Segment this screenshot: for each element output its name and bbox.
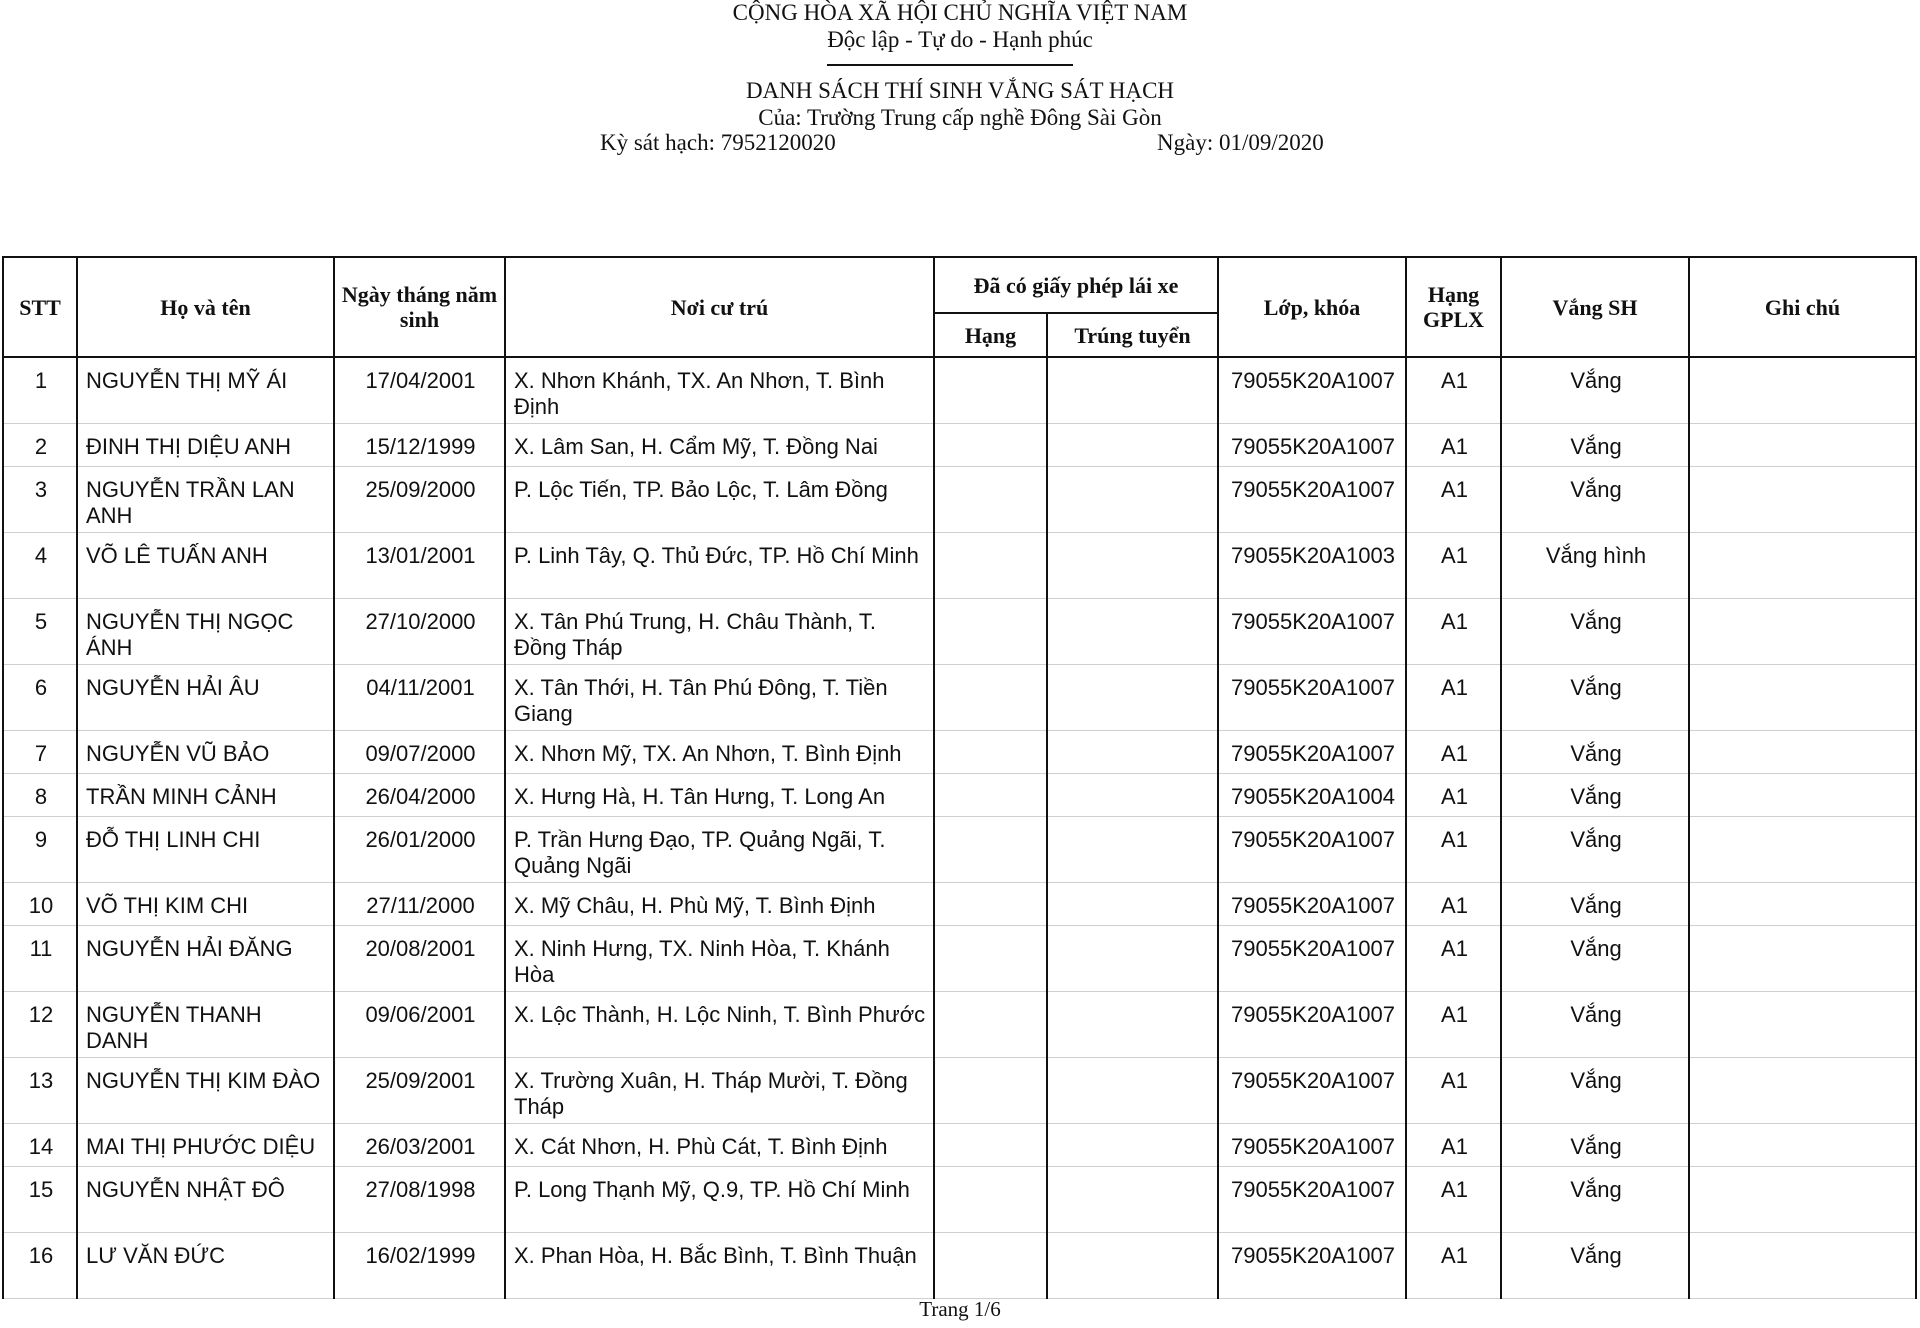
cell-course: 79055K20A1007 <box>1218 423 1406 466</box>
cell-name: LƯ VĂN ĐỨC <box>77 1232 334 1298</box>
cell-dob: 25/09/2000 <box>334 466 505 532</box>
cell-note <box>1689 532 1916 598</box>
cell-absent: Vắng <box>1501 882 1689 925</box>
cell-license-class <box>934 925 1047 991</box>
cell-gplx: A1 <box>1406 1166 1501 1232</box>
page-number: Trang 1/6 <box>919 1297 1001 1321</box>
cell-gplx: A1 <box>1406 1232 1501 1298</box>
cell-gplx: A1 <box>1406 925 1501 991</box>
national-motto: Độc lập - Tự do - Hạnh phúc <box>827 27 1093 52</box>
cell-stt: 2 <box>3 423 77 466</box>
cell-dob: 13/01/2001 <box>334 532 505 598</box>
cell-license-class <box>934 991 1047 1057</box>
cell-gplx: A1 <box>1406 1057 1501 1123</box>
cell-license-selected <box>1047 664 1218 730</box>
cell-note <box>1689 664 1916 730</box>
cell-note <box>1689 1166 1916 1232</box>
cell-name: NGUYỄN HẢI ĐĂNG <box>77 925 334 991</box>
header-absent: Vắng SH <box>1501 257 1689 357</box>
cell-name: NGUYỄN NHẬT ĐÔ <box>77 1166 334 1232</box>
cell-gplx: A1 <box>1406 466 1501 532</box>
cell-license-selected <box>1047 1123 1218 1166</box>
cell-dob: 27/11/2000 <box>334 882 505 925</box>
cell-absent: Vắng <box>1501 925 1689 991</box>
table-row <box>3 925 1916 991</box>
cell-name: VÕ LÊ TUẤN ANH <box>77 532 334 598</box>
cell-note <box>1689 925 1916 991</box>
cell-dob: 16/02/1999 <box>334 1232 505 1298</box>
header-gplx: Hạng GPLX <box>1406 257 1501 357</box>
cell-absent: Vắng <box>1501 357 1689 423</box>
cell-dob: 26/03/2001 <box>334 1123 505 1166</box>
cell-license-selected <box>1047 532 1218 598</box>
cell-license-selected <box>1047 357 1218 423</box>
cell-license-selected <box>1047 816 1218 882</box>
cell-absent: Vắng hình <box>1501 532 1689 598</box>
absent-candidates-table <box>2 256 1917 1299</box>
table-header <box>3 257 1916 357</box>
cell-address: X. Mỹ Châu, H. Phù Mỹ, T. Bình Định <box>505 882 934 925</box>
cell-absent: Vắng <box>1501 423 1689 466</box>
cell-note <box>1689 1123 1916 1166</box>
cell-name: NGUYỄN HẢI ÂU <box>77 664 334 730</box>
cell-stt: 5 <box>3 598 77 664</box>
cell-course: 79055K20A1007 <box>1218 598 1406 664</box>
national-title: CỘNG HÒA XÃ HỘI CHỦ NGHĨA VIỆT NAM <box>732 0 1188 25</box>
motto-underline <box>827 64 1073 66</box>
table-row <box>3 730 1916 773</box>
table-row <box>3 991 1916 1057</box>
issuing-school: Của: Trường Trung cấp nghề Đông Sài Gòn <box>758 105 1162 130</box>
table-row <box>3 1232 1916 1298</box>
cell-license-class <box>934 357 1047 423</box>
cell-note <box>1689 991 1916 1057</box>
cell-stt: 6 <box>3 664 77 730</box>
cell-dob: 20/08/2001 <box>334 925 505 991</box>
table-row <box>3 1166 1916 1232</box>
cell-gplx: A1 <box>1406 598 1501 664</box>
cell-dob: 04/11/2001 <box>334 664 505 730</box>
cell-gplx: A1 <box>1406 730 1501 773</box>
cell-dob: 09/06/2001 <box>334 991 505 1057</box>
cell-address: P. Trần Hưng Đạo, TP. Quảng Ngãi, T. Quảng Ngãi <box>505 816 934 882</box>
cell-stt: 1 <box>3 357 77 423</box>
cell-address: X. Cát Nhơn, H. Phù Cát, T. Bình Định <box>505 1123 934 1166</box>
cell-license-selected <box>1047 466 1218 532</box>
cell-course: 79055K20A1007 <box>1218 925 1406 991</box>
cell-address: X. Ninh Hưng, TX. Ninh Hòa, T. Khánh Hòa <box>505 925 934 991</box>
cell-note <box>1689 773 1916 816</box>
cell-stt: 3 <box>3 466 77 532</box>
cell-license-selected <box>1047 925 1218 991</box>
cell-course: 79055K20A1007 <box>1218 991 1406 1057</box>
header-note: Ghi chú <box>1689 257 1916 357</box>
cell-gplx: A1 <box>1406 1123 1501 1166</box>
cell-license-selected <box>1047 1166 1218 1232</box>
cell-gplx: A1 <box>1406 664 1501 730</box>
cell-course: 79055K20A1007 <box>1218 664 1406 730</box>
cell-address: X. Tân Thới, H. Tân Phú Đông, T. Tiền Giang <box>505 664 934 730</box>
cell-stt: 14 <box>3 1123 77 1166</box>
cell-license-selected <box>1047 730 1218 773</box>
cell-course: 79055K20A1007 <box>1218 357 1406 423</box>
table-row <box>3 423 1916 466</box>
table-row <box>3 816 1916 882</box>
cell-stt: 12 <box>3 991 77 1057</box>
cell-name: ĐINH THỊ DIỆU ANH <box>77 423 334 466</box>
cell-course: 79055K20A1007 <box>1218 1123 1406 1166</box>
cell-license-selected <box>1047 1057 1218 1123</box>
cell-absent: Vắng <box>1501 1166 1689 1232</box>
cell-license-class <box>934 882 1047 925</box>
table-body <box>3 357 1916 1298</box>
cell-absent: Vắng <box>1501 730 1689 773</box>
cell-name: ĐỖ THỊ LINH CHI <box>77 816 334 882</box>
cell-stt: 9 <box>3 816 77 882</box>
cell-license-class <box>934 532 1047 598</box>
cell-name: NGUYỄN VŨ BẢO <box>77 730 334 773</box>
cell-note <box>1689 423 1916 466</box>
cell-note <box>1689 730 1916 773</box>
table-row <box>3 357 1916 423</box>
cell-name: VÕ THỊ KIM CHI <box>77 882 334 925</box>
cell-license-class <box>934 1123 1047 1166</box>
cell-license-class <box>934 1057 1047 1123</box>
header-license-group: Đã có giấy phép lái xe <box>934 257 1218 313</box>
cell-name: TRẦN MINH CẢNH <box>77 773 334 816</box>
cell-absent: Vắng <box>1501 598 1689 664</box>
cell-note <box>1689 816 1916 882</box>
table-row <box>3 532 1916 598</box>
table-row <box>3 1123 1916 1166</box>
cell-course: 79055K20A1007 <box>1218 1232 1406 1298</box>
cell-course: 79055K20A1007 <box>1218 1166 1406 1232</box>
cell-dob: 15/12/1999 <box>334 423 505 466</box>
cell-dob: 26/01/2000 <box>334 816 505 882</box>
cell-stt: 8 <box>3 773 77 816</box>
header-address: Nơi cư trú <box>505 257 934 357</box>
cell-stt: 4 <box>3 532 77 598</box>
cell-address: X. Lộc Thành, H. Lộc Ninh, T. Bình Phước <box>505 991 934 1057</box>
cell-address: X. Nhơn Khánh, TX. An Nhơn, T. Bình Định <box>505 357 934 423</box>
document-title: DANH SÁCH THÍ SINH VẮNG SÁT HẠCH <box>745 78 1175 103</box>
table-row <box>3 466 1916 532</box>
cell-address: X. Hưng Hà, H. Tân Hưng, T. Long An <box>505 773 934 816</box>
cell-absent: Vắng <box>1501 664 1689 730</box>
cell-absent: Vắng <box>1501 1123 1689 1166</box>
header-dob: Ngày tháng năm sinh <box>334 257 505 357</box>
cell-license-class <box>934 1232 1047 1298</box>
cell-absent: Vắng <box>1501 816 1689 882</box>
cell-dob: 25/09/2001 <box>334 1057 505 1123</box>
cell-course: 79055K20A1007 <box>1218 816 1406 882</box>
cell-dob: 27/10/2000 <box>334 598 505 664</box>
cell-license-class <box>934 598 1047 664</box>
cell-course: 79055K20A1007 <box>1218 730 1406 773</box>
cell-note <box>1689 1232 1916 1298</box>
cell-note <box>1689 357 1916 423</box>
cell-license-class <box>934 1166 1047 1232</box>
cell-license-selected <box>1047 882 1218 925</box>
cell-note <box>1689 466 1916 532</box>
cell-gplx: A1 <box>1406 532 1501 598</box>
cell-name: NGUYỄN TRẦN LAN ANH <box>77 466 334 532</box>
cell-license-selected <box>1047 598 1218 664</box>
exam-session: Kỳ sát hạch: 7952120020 <box>600 130 836 155</box>
cell-gplx: A1 <box>1406 773 1501 816</box>
cell-license-selected <box>1047 991 1218 1057</box>
cell-absent: Vắng <box>1501 991 1689 1057</box>
cell-stt: 16 <box>3 1232 77 1298</box>
cell-stt: 13 <box>3 1057 77 1123</box>
cell-stt: 7 <box>3 730 77 773</box>
cell-address: X. Phan Hòa, H. Bắc Bình, T. Bình Thuận <box>505 1232 934 1298</box>
exam-date: Ngày: 01/09/2020 <box>1157 130 1324 155</box>
cell-license-class <box>934 773 1047 816</box>
cell-course: 79055K20A1007 <box>1218 466 1406 532</box>
table-row <box>3 773 1916 816</box>
cell-license-selected <box>1047 773 1218 816</box>
cell-gplx: A1 <box>1406 991 1501 1057</box>
table-row <box>3 664 1916 730</box>
header-license-selected: Trúng tuyển <box>1047 313 1218 357</box>
cell-note <box>1689 882 1916 925</box>
cell-address: X. Trường Xuân, H. Tháp Mười, T. Đồng Tháp <box>505 1057 934 1123</box>
cell-address: P. Long Thạnh Mỹ, Q.9, TP. Hồ Chí Minh <box>505 1166 934 1232</box>
table-row <box>3 882 1916 925</box>
header-license-class: Hạng <box>934 313 1047 357</box>
cell-note <box>1689 1057 1916 1123</box>
header-stt: STT <box>3 257 77 357</box>
cell-license-class <box>934 466 1047 532</box>
table-row <box>3 1057 1916 1123</box>
table-row <box>3 598 1916 664</box>
cell-course: 79055K20A1007 <box>1218 882 1406 925</box>
cell-absent: Vắng <box>1501 773 1689 816</box>
cell-stt: 15 <box>3 1166 77 1232</box>
cell-note <box>1689 598 1916 664</box>
cell-name: NGUYỄN THỊ KIM ĐÀO <box>77 1057 334 1123</box>
cell-address: P. Linh Tây, Q. Thủ Đức, TP. Hồ Chí Minh <box>505 532 934 598</box>
cell-course: 79055K20A1004 <box>1218 773 1406 816</box>
cell-dob: 09/07/2000 <box>334 730 505 773</box>
cell-address: P. Lộc Tiến, TP. Bảo Lộc, T. Lâm Đồng <box>505 466 934 532</box>
cell-address: X. Tân Phú Trung, H. Châu Thành, T. Đồng Tháp <box>505 598 934 664</box>
cell-license-class <box>934 664 1047 730</box>
cell-license-selected <box>1047 1232 1218 1298</box>
cell-name: NGUYỄN THỊ MỸ ÁI <box>77 357 334 423</box>
cell-gplx: A1 <box>1406 423 1501 466</box>
cell-name: NGUYỄN THỊ NGỌC ÁNH <box>77 598 334 664</box>
header-course: Lớp, khóa <box>1218 257 1406 357</box>
cell-dob: 17/04/2001 <box>334 357 505 423</box>
cell-name: NGUYỄN THANH DANH <box>77 991 334 1057</box>
cell-course: 79055K20A1003 <box>1218 532 1406 598</box>
cell-name: MAI THỊ PHƯỚC DIỆU <box>77 1123 334 1166</box>
cell-absent: Vắng <box>1501 1232 1689 1298</box>
cell-license-class <box>934 423 1047 466</box>
cell-dob: 26/04/2000 <box>334 773 505 816</box>
cell-dob: 27/08/1998 <box>334 1166 505 1232</box>
cell-license-class <box>934 816 1047 882</box>
header-name: Họ và tên <box>77 257 334 357</box>
cell-gplx: A1 <box>1406 357 1501 423</box>
cell-gplx: A1 <box>1406 882 1501 925</box>
cell-gplx: A1 <box>1406 816 1501 882</box>
cell-absent: Vắng <box>1501 1057 1689 1123</box>
cell-address: X. Lâm San, H. Cẩm Mỹ, T. Đồng Nai <box>505 423 934 466</box>
cell-stt: 10 <box>3 882 77 925</box>
cell-course: 79055K20A1007 <box>1218 1057 1406 1123</box>
cell-license-class <box>934 730 1047 773</box>
cell-absent: Vắng <box>1501 466 1689 532</box>
cell-license-selected <box>1047 423 1218 466</box>
cell-address: X. Nhơn Mỹ, TX. An Nhơn, T. Bình Định <box>505 730 934 773</box>
cell-stt: 11 <box>3 925 77 991</box>
